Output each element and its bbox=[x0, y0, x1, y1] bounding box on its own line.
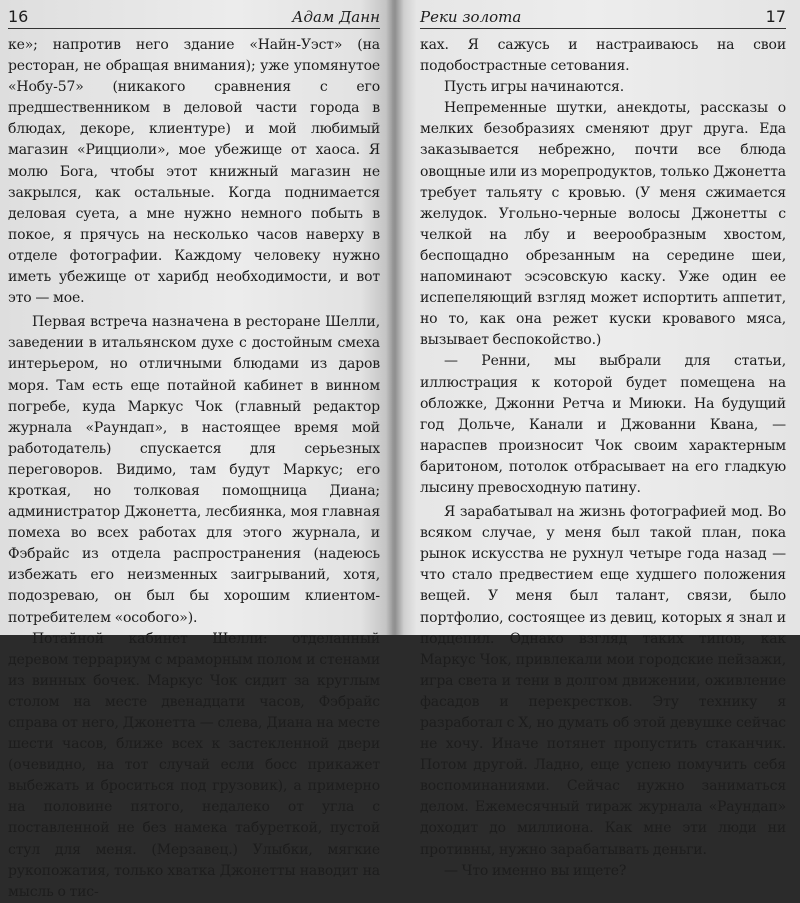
right-paragraph-3: Непременные шутки, анекдоты, рассказы о мелких безобразиях сменяют друг друга. Еда заказывается небрежно, почти все блюда овощные или из морепродуктов, только Джонетта требует тальяту с кровью. (У меня сжимается желудок. Угольно-черные волосы Джонетты с челкой на лбу и веерообразным хвостом, беспощадно обрезанным на середине шеи, напоминают эсэсовскую каску. Уже один ее испепеляющий взгляд может испортить аппетит, но то, как она режет куски кровавого мяса, вызывает беспокойство.) bbox=[420, 100, 786, 349]
left-header bbox=[8, 4, 380, 26]
right-paragraph-5: Я зарабатывал на жизнь фотографией мод. Во всяком случае, у меня был такой план, пока рынок искусства не рухнул четыре года назад — что стало предвестием еще худшего положения вещей. У меня был талант, связи, было портфолио, состоящее из девиц, которых я знал и подцепил. Однако взгляд таких типов, как Маркус Чок, привлекали мои городские пейзажи, игра света и тени в долгом движении, оживление фасадов и перекрестков. Эту технику я разработал с Х, но думать об этой девушке сейчас не хочу. Иначе потянет пропустить стаканчик. Потом другой. Ладно, еще успею помучить себя воспоминаниями. Сейчас нужно заниматься делом. Ежемесячный тираж журнала «Раундап» доходит до миллиона. Как мне эти люди ни противны, нужно зарабатывать деньги. bbox=[420, 504, 786, 858]
left-paragraph-3: Потайной кабинет Шелли: отделанный деревом террариум с мраморным полом и стенами из винных бочек. Маркус Чок сидит за круглым столом на месте двенадцати часов, Фэбрайс справа от него, Джонетта — слева, Диана на месте шести часов, ближе всех к застекленной двери (очевидно, на тот случай если босс прикажет выбежать и броситься под грузовик), а примерно на половине пятого, недалеко от угла с поставленной не без намека табуреткой, пустой стул для меня. (Мерзавец.) Улыбки, мягкие рукопожатия, только хватка Джонетты наводит на мысль о тис- bbox=[8, 630, 380, 900]
right-page bbox=[392, 0, 800, 879]
left-header-rule bbox=[8, 28, 380, 29]
right-page-number: 17 bbox=[765, 7, 786, 26]
right-body-text bbox=[420, 35, 786, 882]
right-running-head: Реки золота bbox=[420, 8, 522, 26]
right-paragraph-2: Пусть игры начинаются. bbox=[444, 79, 625, 96]
left-page-number: 16 bbox=[8, 7, 29, 26]
right-header-rule bbox=[420, 28, 786, 29]
left-body-text bbox=[8, 35, 380, 903]
right-paragraph-4: — Ренни, мы выбрали для статьи, иллюстрация к которой будет помещена на обложке, Джонни Ретча и Миюки. На будущий год Дольче, Канали и Джованни Квана, — нараспев произносит Чок своим характерным баритоном, потолок отбрасывает на его гладкую лысину превосходную патину. bbox=[420, 353, 786, 496]
left-paragraph-2: Первая встреча назначена в ресторане Шелли, заведении в итальянском духе с достойным смеха интерьером, но отличными блюдами из даров моря. Там есть еще потайной кабинет в винном погребе, куда Маркус Чок (главный редактор журнала «Раундап», в настоящее время мой работодатель) спускается для серьезных переговоров. Видимо, там будут Маркус; его кроткая, но толковая помощница Диана; администратор Джонетта, лесбиянка, моя главная помеха во всех работах для этого журнала, и Фэбрайс из отдела распространения (надеюсь избежать его неизменных заигрываний, хотя, подозреваю, он был бы хорошим клиентом-потребителем «особого»). bbox=[8, 314, 380, 626]
left-page bbox=[0, 0, 392, 900]
left-paragraph-1: ке»; напротив него здание «Найн-Уэст» (на ресторан, не обращая внимания); уже упомянутое «Нобу-57» (никакого сравнения с его предшественником в деловой части города в блюдах, декоре, клиентуре) и мой любимый магазин «Рицциоли», мое убежище от хаоса. Я молю Бога, чтобы этот книжный магазин не закрылся, как остальные. Когда поднимается деловая суета, а мне нужно немного побыть в покое, я прячусь на несколько часов наверху в отделе фотографии. Каждому человеку нужно иметь убежище от харибд необходимости, и вот это — мое. bbox=[8, 37, 380, 307]
left-running-head: Адам Данн bbox=[292, 8, 380, 26]
right-header bbox=[420, 4, 786, 26]
right-paragraph-1: ках. Я сажусь и настраиваюсь на свои подобострастные сетования. bbox=[420, 37, 786, 75]
right-paragraph-6: — Что именно вы ищете? bbox=[444, 862, 627, 879]
